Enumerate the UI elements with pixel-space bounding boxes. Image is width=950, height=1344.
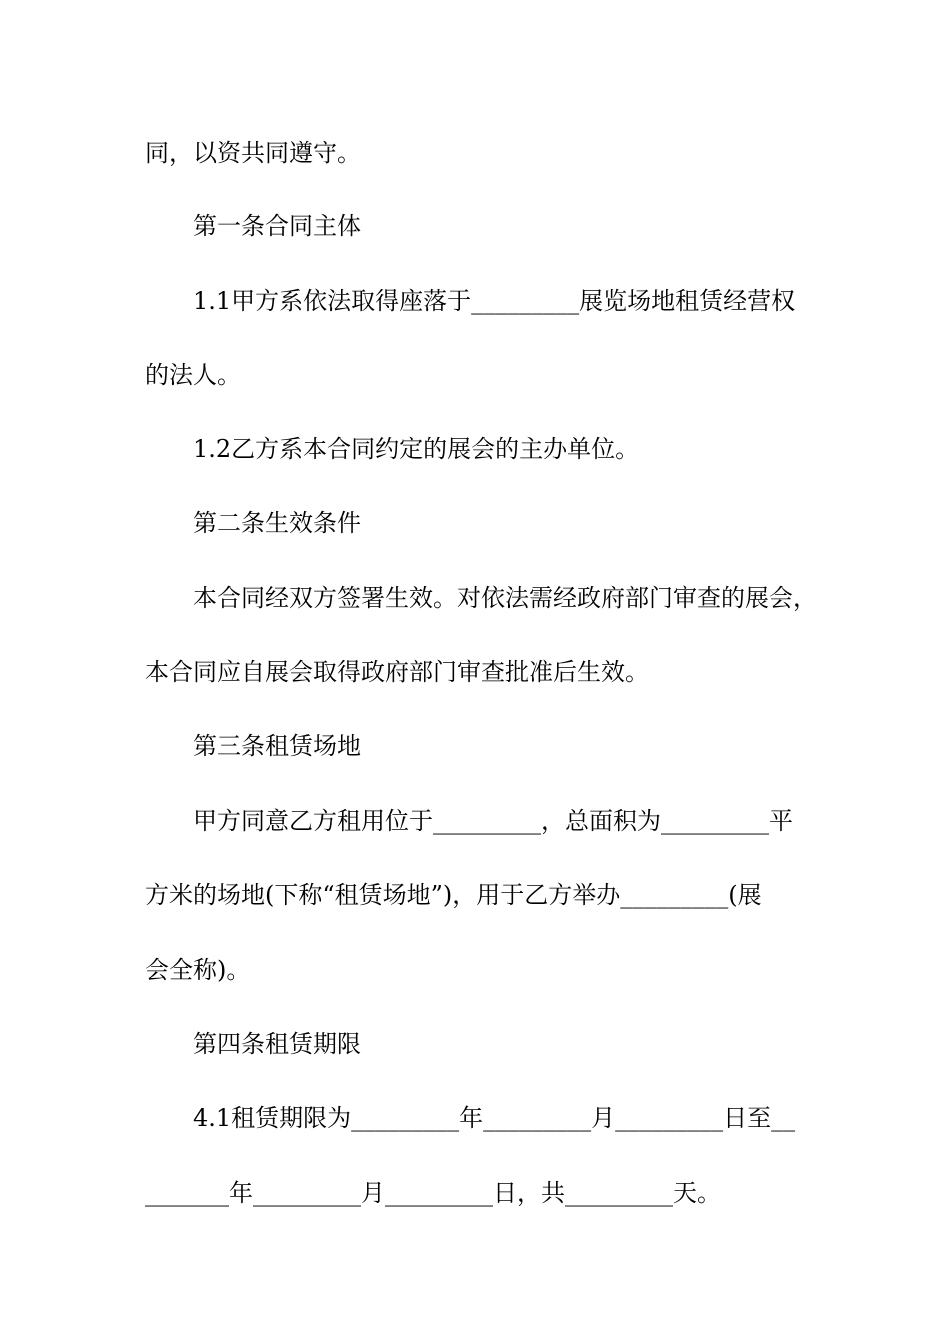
article-4-heading: 第四条租赁期限 [193,1030,361,1058]
article-3-body-line-3: 会全称)。 [145,956,251,984]
article-1-heading: 第一条合同主体 [193,212,361,240]
clause-4-1-line-2: _______年_________月_________日，共_________天。 [145,1179,721,1207]
article-3-heading: 第三条租赁场地 [193,732,361,760]
article-2-body-line-1: 本合同经双方签署生效。对依法需经政府部门审查的展会， [193,584,817,612]
article-3-body-line-1: 甲方同意乙方租用位于_________，总面积为_________平 [193,807,793,835]
paragraph-continuation: 同，以资共同遵守。 [145,139,361,167]
clause-4-1-line-1: 4.1租赁期限为_________年_________月_________日至__ [193,1104,796,1132]
article-2-heading: 第二条生效条件 [193,509,361,537]
article-3-body-line-2: 方米的场地(下称“租赁场地”)，用于乙方举办_________(展 [145,881,762,909]
clause-1-1-line-2: 的法人。 [145,361,241,389]
article-2-body-line-2: 本合同应自展会取得政府部门审查批准后生效。 [145,658,649,686]
clause-1-2: 1.2乙方系本合同约定的展会的主办单位。 [193,435,640,463]
clause-1-1-line-1: 1.1甲方系依法取得座落于_________展览场地租赁经营权 [193,287,796,315]
